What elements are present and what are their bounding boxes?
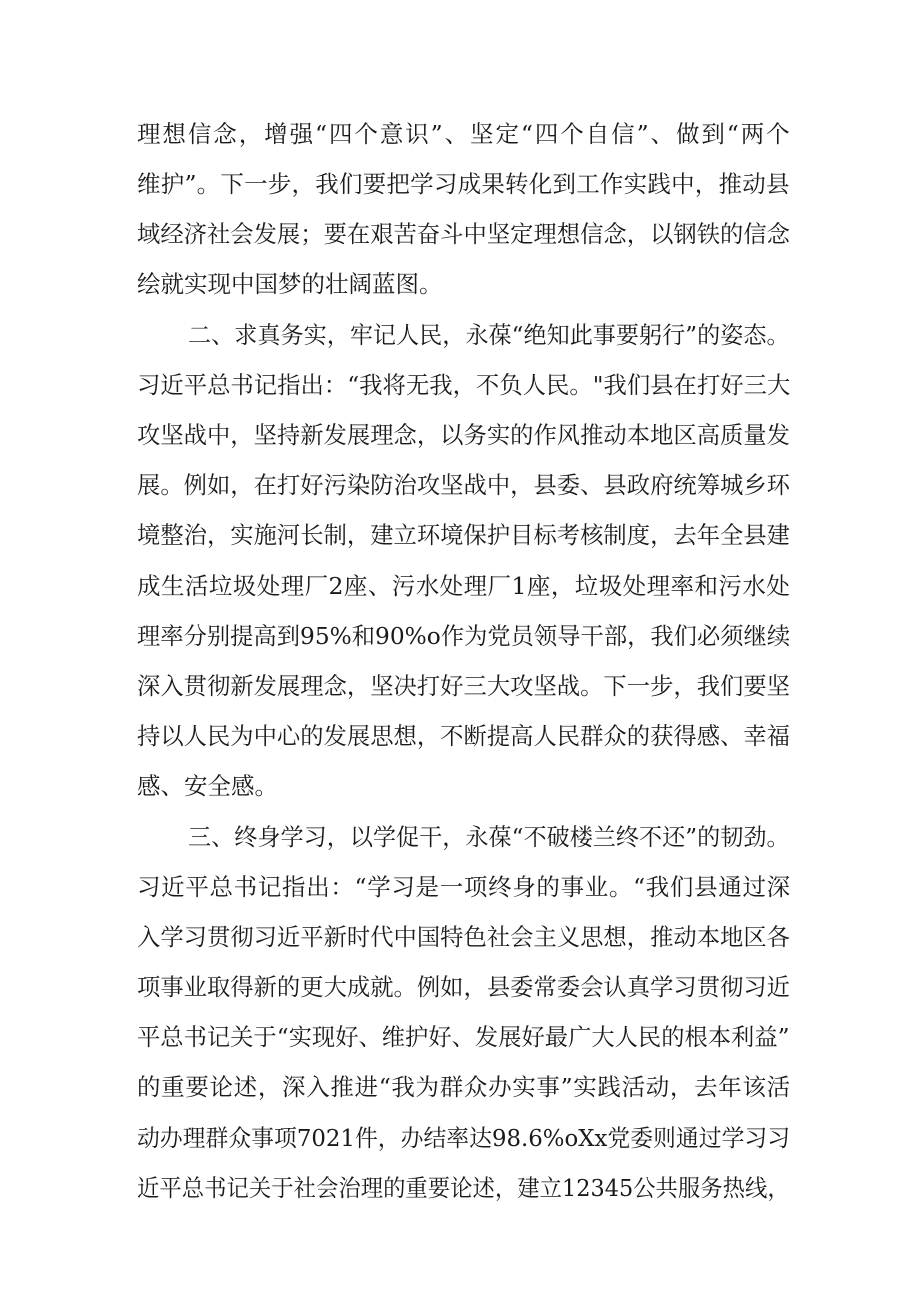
section-heading-3: 三、终身学习，以学促干，永葆“不破楼兰终不还”的韧劲。 (188, 823, 790, 851)
text-line: 感、安全感。 (137, 772, 278, 800)
text-line: 维护”。下一步，我们要把学习成果转化到工作实践中，推动县 (137, 170, 790, 198)
text-line: 平总书记关于“实现好、维护好、发展好最广大人民的根本利益” (137, 1023, 790, 1051)
text-line: 展。例如，在打好污染防治攻坚战中，县委、县政府统筹城乡环 (137, 471, 790, 499)
text-line: 持以人民为中心的发展思想，不断提高人民群众的获得感、幸福 (137, 722, 790, 750)
text-line: 近平总书记关于社会治理的重要论述，建立12345公共服务热线， (137, 1174, 790, 1202)
text-line: 项事业取得新的更大成就。例如，县委常委会认真学习贯彻习近 (137, 973, 790, 1001)
text-line: 境整治，实施河长制，建立环境保护目标考核制度，去年全县建 (137, 521, 790, 549)
text-line: 攻坚战中，坚持新发展理念，以务实的作风推动本地区高质量发 (137, 421, 790, 449)
text-line: 理想信念，增强“四个意识”、坚定“四个自信”、做到“两个 (137, 120, 792, 148)
text-line: 习近平总书记指出：“我将无我，不负人民。"我们县在打好三大 (137, 371, 791, 399)
text-line: 动办理群众事项7021件，办结率达98.6%oXx党委则通过学习习 (137, 1124, 791, 1152)
text-line: 域经济社会发展；要在艰苦奋斗中坚定理想信念，以钢铁的信念 (137, 220, 790, 248)
text-line: 理率分别提高到95%和90%o作为党员领导干部，我们必须继续 (137, 622, 791, 650)
text-line: 绘就实现中国梦的壮阔蓝图。 (137, 270, 443, 298)
text-line: 入学习贯彻习近平新时代中国特色社会主义思想，推动本地区各 (137, 923, 790, 951)
text-line: 的重要论述，深入推进“我为群众办实事”实践活动，去年该活 (137, 1073, 791, 1101)
section-heading-2: 二、求真务实，牢记人民，永葆“绝知此事要躬行”的姿态。 (188, 321, 790, 349)
text-line: 习近平总书记指出：“学习是一项终身的事业。“我们县通过深 (137, 873, 791, 901)
text-line: 深入贯彻新发展理念，坚决打好三大攻坚战。下一步，我们要坚 (137, 672, 790, 700)
text-line: 成生活垃圾处理厂2座、污水处理厂1座，垃圾处理率和污水处 (137, 572, 791, 600)
